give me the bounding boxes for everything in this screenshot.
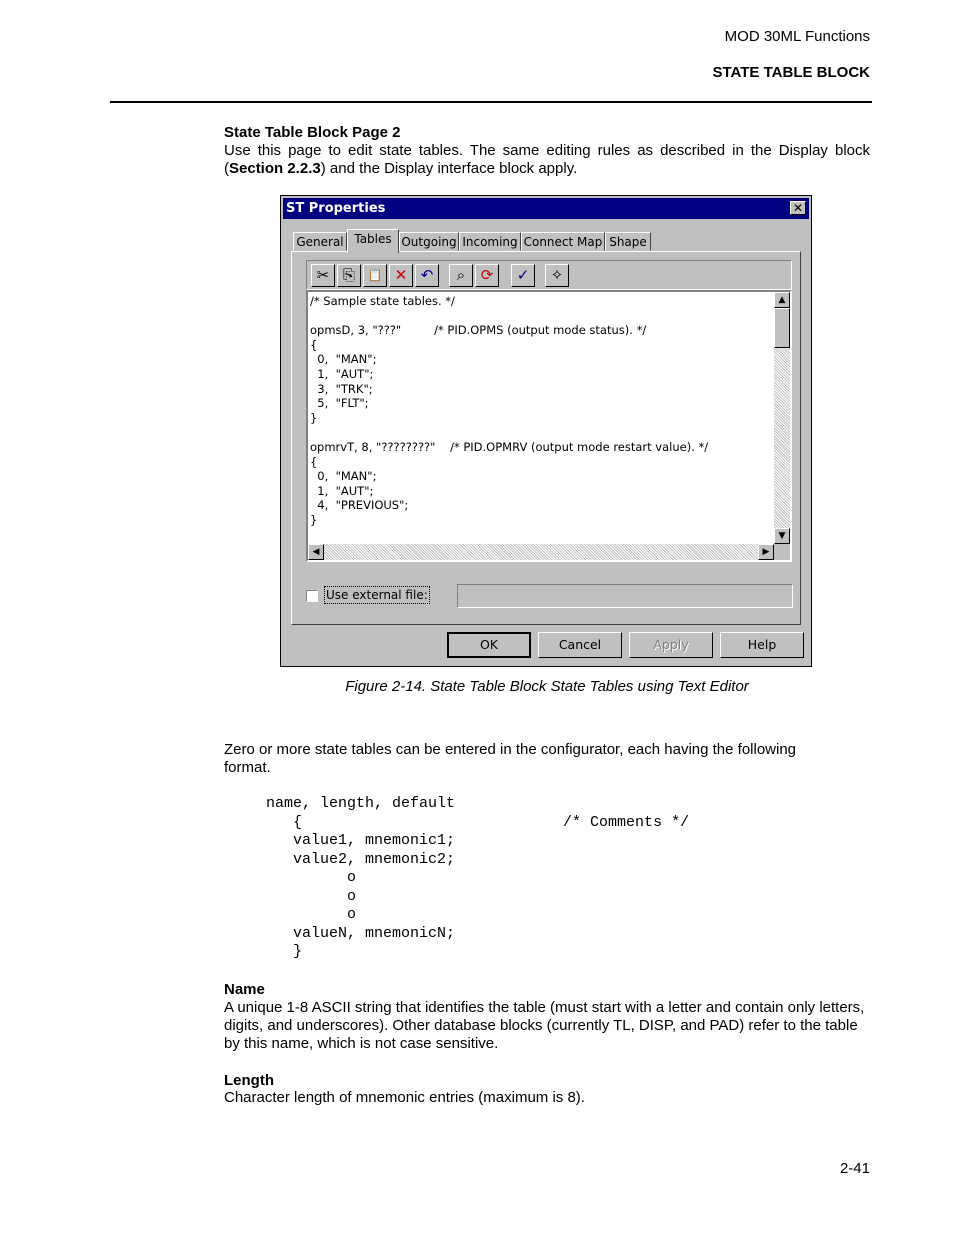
editor-text[interactable]: /* Sample state tables. */ opmsD, 3, "???" /* PID.OPMS (output mode status). */ { 0, "MAN"; 1, "AUT"; 3, "TRK"; 5, "FLT"; } opmrvT, 8, "????????" /* PID.OPMRV (output mode restart value). */ { 0, "MAN"; 1, "AUT"; 4, "PREVIOUS"; } — [310, 294, 709, 527]
st-properties-dialog — [280, 195, 812, 667]
replace-icon[interactable]: ⟳ — [475, 264, 499, 287]
external-file-field[interactable] — [457, 584, 793, 608]
state-table-editor[interactable] — [306, 290, 792, 562]
ok-button[interactable]: OK — [447, 632, 531, 658]
scroll-up-icon[interactable]: ▲ — [774, 292, 790, 308]
use-external-file-label[interactable]: Use external file: — [326, 588, 428, 602]
wizard-icon[interactable]: ✧ — [545, 264, 569, 287]
tab-shape[interactable]: Shape — [605, 232, 651, 251]
cancel-button[interactable]: Cancel — [538, 632, 622, 658]
format-intro: Zero or more state tables can be entered in the configurator, each having the following format. — [224, 741, 797, 776]
copy-icon[interactable]: ⎘ — [337, 264, 361, 287]
horizontal-scrollbar[interactable] — [308, 544, 774, 560]
cut-icon[interactable]: ✂ — [311, 264, 335, 287]
help-button[interactable]: Help — [720, 632, 804, 658]
subsection-title: STATE TABLE BLOCK — [712, 64, 870, 81]
name-heading: Name — [224, 981, 265, 998]
page-number: 2-41 — [839, 1160, 870, 1177]
intro-line2 — [224, 160, 870, 178]
vertical-scroll-thumb[interactable] — [774, 308, 790, 348]
apply-button[interactable]: Apply — [629, 632, 713, 658]
section-title: MOD 30ML Functions — [724, 28, 870, 45]
scroll-right-icon[interactable]: ▶ — [758, 544, 774, 560]
tables-tab-panel — [291, 251, 801, 625]
length-heading: Length — [224, 1072, 274, 1089]
delete-icon[interactable]: ✕ — [389, 264, 413, 287]
section-reference: Section 2.2.3 — [229, 160, 321, 177]
check-icon[interactable]: ✓ — [511, 264, 535, 287]
name-body: A unique 1-8 ASCII string that identifies the table (must start with a letter and contain only letters, digits, and underscores). Other database blocks (currently TL, DISP, and PAD) refer to the table by this name, which is not case sensitive. — [224, 999, 865, 1052]
intro-line1: Use this page to edit state tables. The same editing rules as described in the Display block — [224, 142, 870, 159]
tab-tables[interactable]: Tables — [347, 229, 399, 253]
tab-incoming[interactable]: Incoming — [459, 232, 521, 251]
dialog-titlebar — [283, 198, 809, 219]
intro-paren: ( — [224, 160, 229, 177]
tab-outgoing[interactable]: Outgoing — [399, 232, 459, 251]
figure-caption: Figure 2-14. State Table Block State Tables using Text Editor — [345, 678, 749, 695]
find-icon[interactable]: ⌕ — [449, 264, 473, 287]
dialog-title: ST Properties — [286, 201, 386, 216]
intro-line2-rest: ) and the Display interface block apply. — [320, 160, 578, 177]
use-external-file-checkbox[interactable] — [306, 590, 318, 602]
scroll-down-icon[interactable]: ▼ — [774, 528, 790, 544]
tab-general[interactable]: General — [293, 232, 347, 251]
length-body: Character length of mnemonic entries (maximum is 8). — [224, 1089, 585, 1106]
undo-icon[interactable]: ↶ — [415, 264, 439, 287]
tab-connect-map[interactable]: Connect Map — [521, 232, 605, 251]
paste-icon[interactable]: 📋 — [363, 264, 387, 287]
close-icon[interactable]: ✕ — [790, 201, 806, 215]
format-code: name, length, default { /* Comments */ value1, mnemonic1; value2, mnemonic2; o o o valueN, mnemonicN; } — [266, 795, 690, 960]
editor-toolbar — [306, 260, 792, 290]
scroll-corner — [774, 544, 790, 560]
scroll-left-icon[interactable]: ◀ — [308, 544, 324, 560]
intro-heading: State Table Block Page 2 — [224, 124, 401, 141]
vertical-scrollbar[interactable] — [774, 292, 790, 544]
header-rule — [110, 101, 872, 103]
